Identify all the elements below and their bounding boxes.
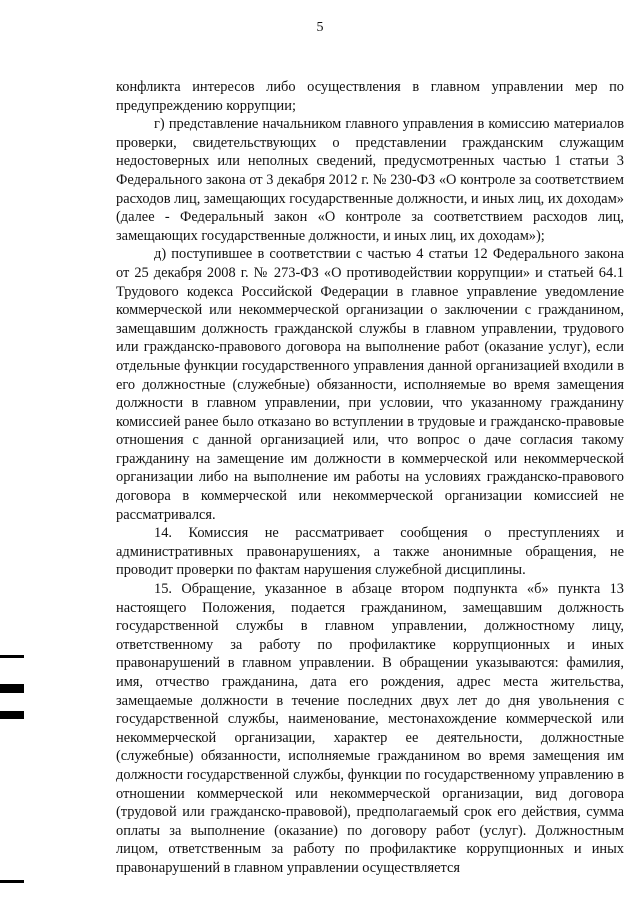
paragraph-point-15: 15. Обращение, указанное в абзаце втором подпункта «б» пункта 13 настоящего Положения, подается гражданином, замещавшим должность государственной службы в главном управлении, должностному лицу, ответственному за работу по профилактике коррупционных и иных правонарушений в главном управлении. В обращении указываются: фамилия, имя, отчество гражданина, дата его рождения, адрес места жительства, замещаемые должности в течение последних двух лет до дня увольнения с государственной службы, наименование, местонахождение коммерческой или некоммерческой организации, характер ее деятельности, должностные (служебные) обязанности, исполняемые гражданином во время замещения им должности государственной службы, функции по государственному управлению в отношении коммерческой или некоммерческой организации, вид договора (трудовой или гражданско-правовой), предполагаемый срок его действия, сумма оплаты за выполнение (оказание) по договору работ (услуг). Должностным лицом, ответственным за работу по профилактике коррупционных и иных правонарушений в главном управлении осуществляется [116, 581, 624, 876]
document-body [116, 78, 624, 878]
scan-margin-mark [0, 684, 24, 693]
paragraph-item-g: г) представление начальником главного управления в комиссию материалов проверки, свидетельствующих о представлении гражданским служащим недостоверных или неполных сведений, предусмотренных частью 1 статьи 3 Федерального закона от 3 декабря 2012 г. № 230-ФЗ «О контроле за соответствием расходов лиц, замещающих государственные должности, и иных лиц, их доходам» (далее - Федеральный закон «О контроле за соответствием расходов лиц, замещающих государственные должности, и иных лиц, их доходам»); [116, 116, 624, 244]
scan-margin-mark [0, 880, 24, 883]
paragraph-point-14: 14. Комиссия не рассматривает сообщения о преступлениях и административных правонарушениях, а также анонимные обращения, не проводит проверки по фактам нарушения служебной дисциплины. [116, 525, 624, 579]
scan-margin-mark [0, 655, 24, 658]
paragraph-item-d: д) поступившее в соответствии с частью 4 статьи 12 Федерального закона от 25 декабря 2008 г. № 273-ФЗ «О противодействии коррупции» и статьей 64.1 Трудового кодекса Российской Федерации в главное управление уведомление коммерческой или некоммерческой организации о заключении с гражданином, замещавшим должность гражданской службы в главном управлении, трудового или гражданско-правового договора на выполнение работ (оказание услуг), если отдельные функции государственного управления данной организацией входили в его должностные (служебные) обязанности, исполняемые во время замещения должности в главном управлении, при условии, что указанному гражданину комиссией ранее было отказано во вступлении в трудовые и гражданско-правовые отношения с данной организацией или, что вопрос о даче согласия такому гражданину на замещение им должности в коммерческой или некоммерческой организации либо на выполнение им работы на условиях гражданско-правового договора в коммерческой или некоммерческой организации комиссией не рассматривался. [116, 246, 624, 523]
page-number: 5 [316, 20, 324, 35]
paragraph-continuation: конфликта интересов либо осуществления в главном управлении мер по предупреждению коррупции; [116, 79, 624, 114]
scan-margin-mark [0, 711, 24, 719]
